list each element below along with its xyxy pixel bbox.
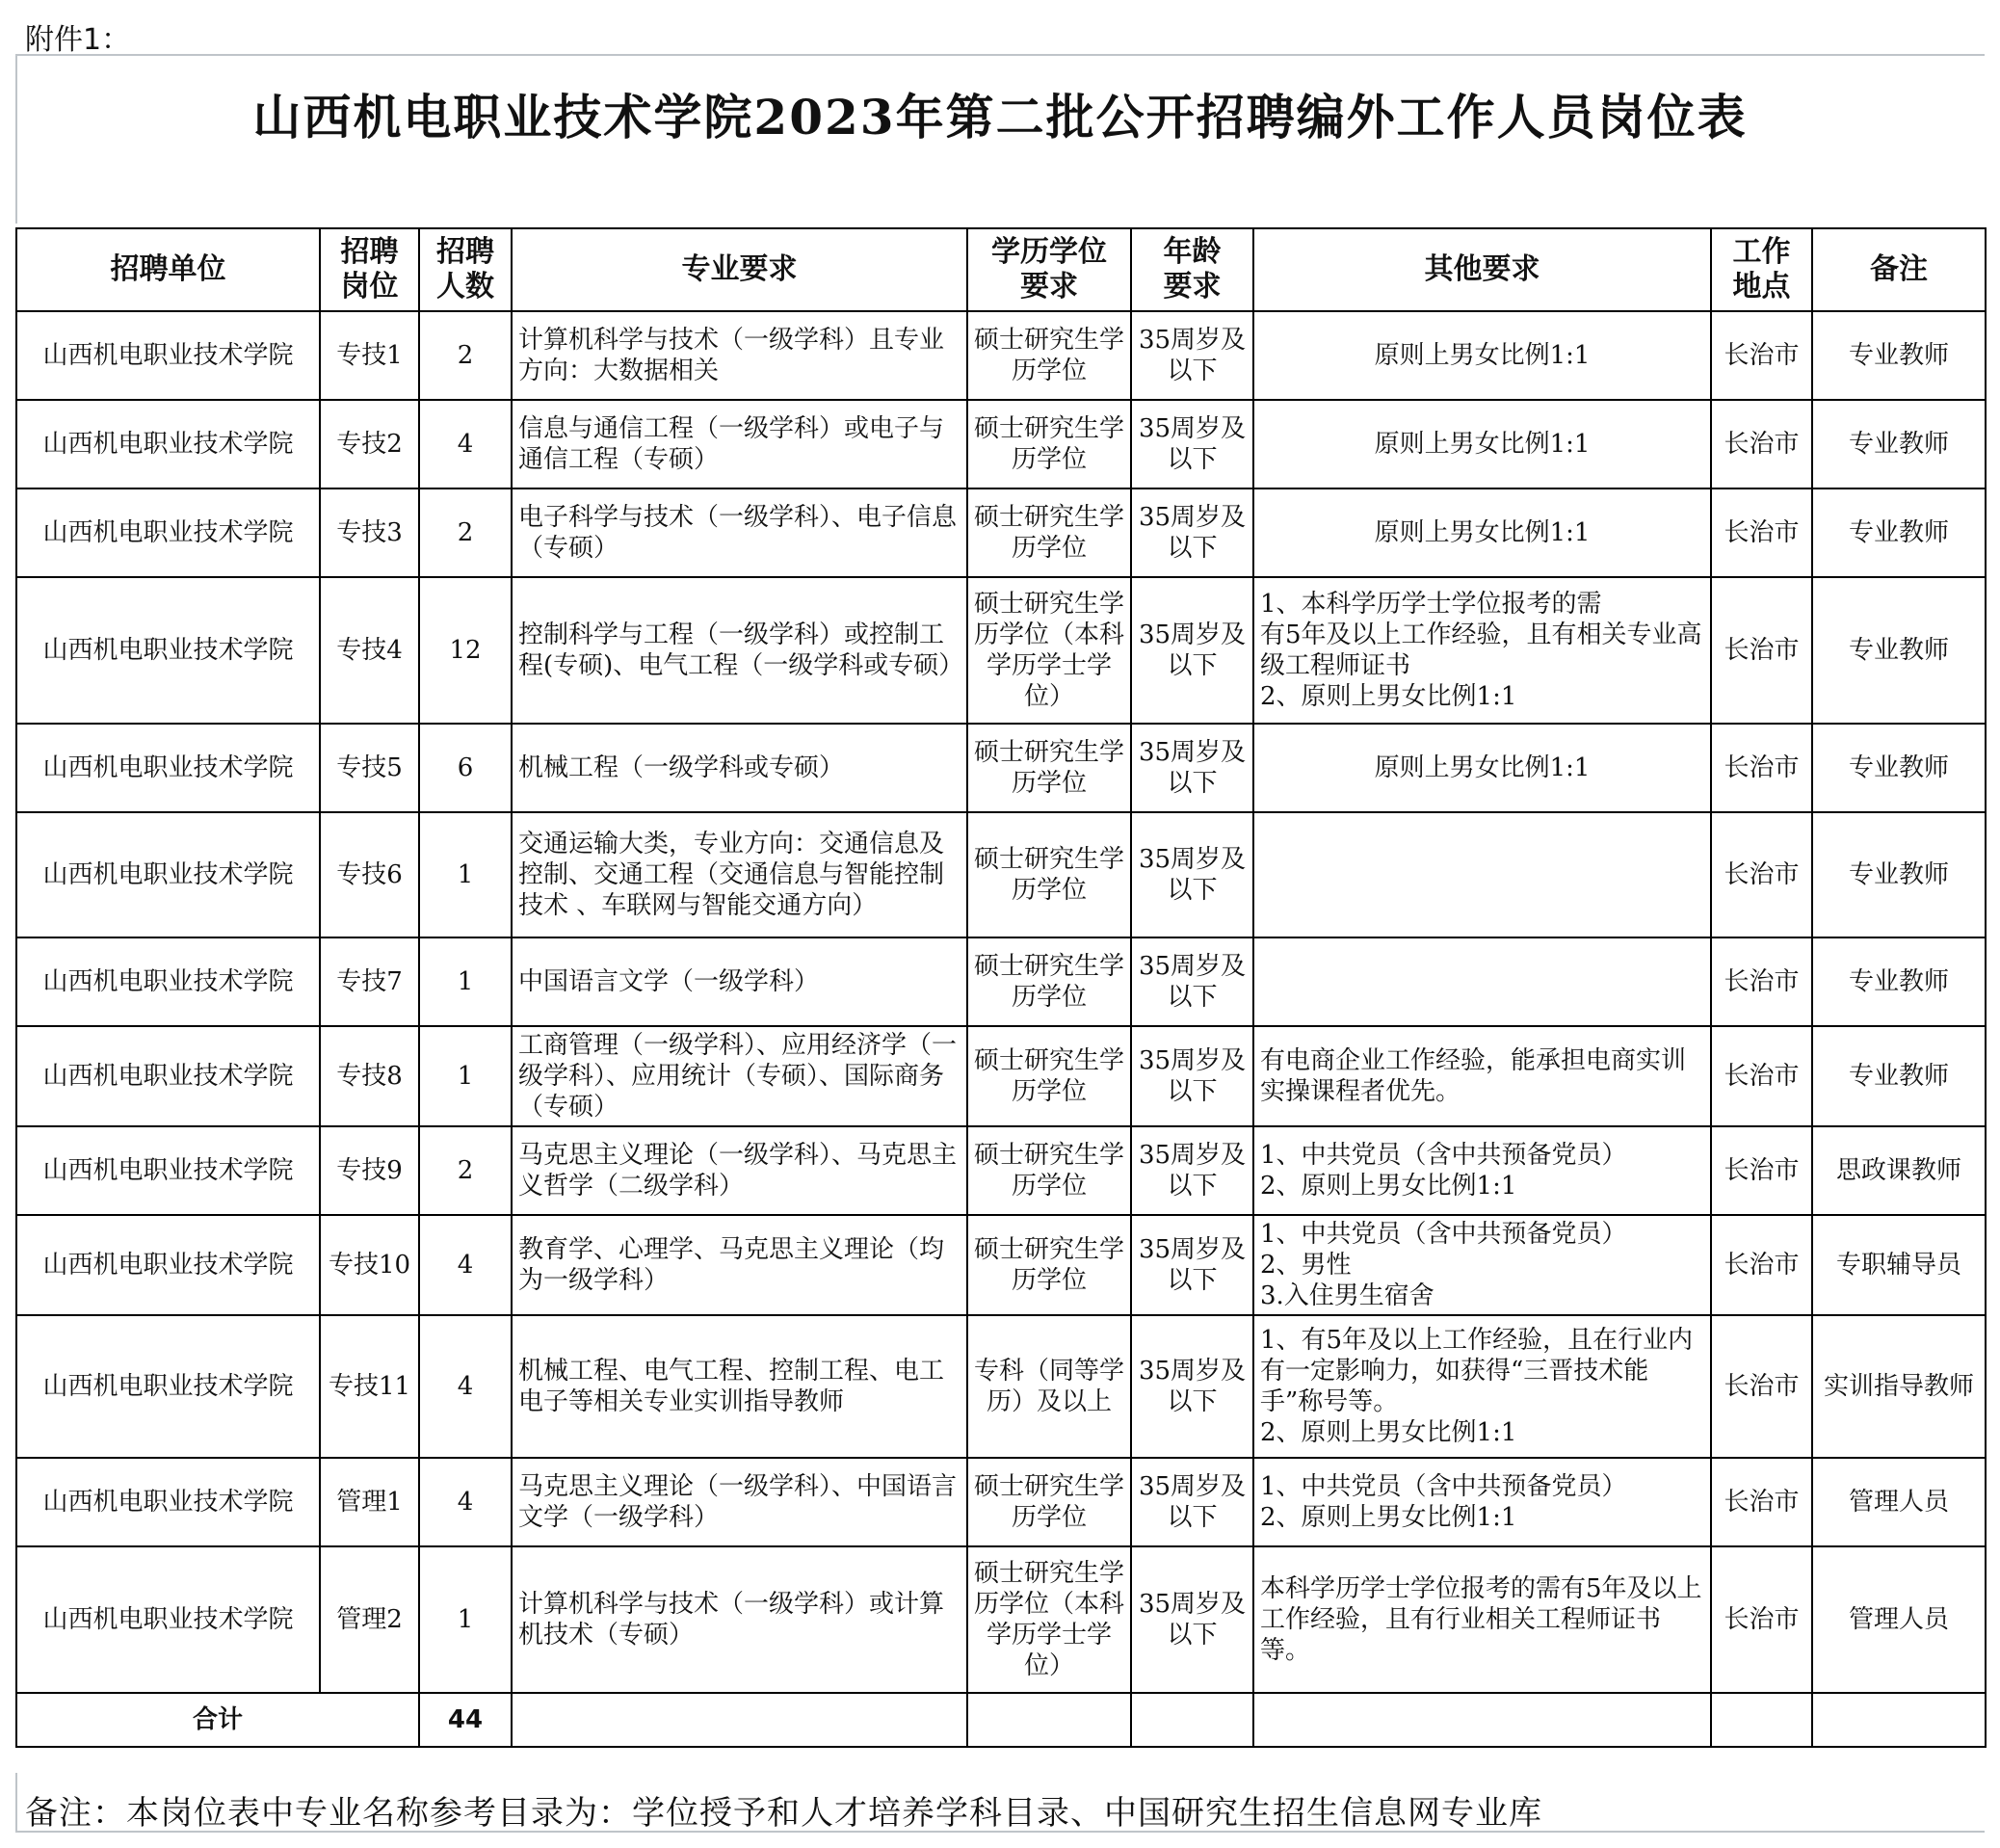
cell-other: 1、本科学历学士学位报考的需 有5年及以上工作经验，且有相关专业高级工程师证书 2、原则上男女比例1:1 xyxy=(1253,577,1711,724)
cell-degree: 硕士研究生学历学位 xyxy=(967,311,1131,400)
cell-unit: 山西机电职业技术学院 xyxy=(16,577,320,724)
cell-other: 原则上男女比例1:1 xyxy=(1253,400,1711,488)
cell-location: 长治市 xyxy=(1711,577,1812,724)
cell-other: 1、中共党员（含中共预备党员） 2、原则上男女比例1:1 xyxy=(1253,1458,1711,1546)
cell-age: 35周岁及以下 xyxy=(1131,1026,1253,1126)
cell-remark: 专业教师 xyxy=(1812,1026,1986,1126)
cell-count: 4 xyxy=(419,400,512,488)
cell-age: 35周岁及以下 xyxy=(1131,1546,1253,1693)
cell-major: 中国语言文学（一级学科） xyxy=(512,937,967,1026)
table-row xyxy=(16,1126,1986,1215)
cell-degree: 硕士研究生学历学位 xyxy=(967,488,1131,577)
cell-remark: 思政课教师 xyxy=(1812,1126,1986,1215)
table-row xyxy=(16,812,1986,937)
cell-remark: 实训指导教师 xyxy=(1812,1315,1986,1458)
cell-degree: 硕士研究生学历学位（本科学历学士学位） xyxy=(967,1546,1131,1693)
total-empty-cell xyxy=(967,1693,1131,1747)
cell-other: 原则上男女比例1:1 xyxy=(1253,311,1711,400)
header-other: 其他要求 xyxy=(1253,228,1711,311)
total-value: 44 xyxy=(419,1693,512,1747)
cell-degree: 专科（同等学历）及以上 xyxy=(967,1315,1131,1458)
cell-post: 管理1 xyxy=(320,1458,419,1546)
cell-post: 专技8 xyxy=(320,1026,419,1126)
cell-unit: 山西机电职业技术学院 xyxy=(16,1458,320,1546)
cell-remark: 专业教师 xyxy=(1812,724,1986,812)
cell-age: 35周岁及以下 xyxy=(1131,577,1253,724)
cell-remark: 专业教师 xyxy=(1812,488,1986,577)
cell-major: 交通运输大类，专业方向：交通信息及控制、交通工程（交通信息与智能控制技术 、车联网与智能交通方向） xyxy=(512,812,967,937)
cell-major: 计算机科学与技术（一级学科）且专业方向：大数据相关 xyxy=(512,311,967,400)
cell-location: 长治市 xyxy=(1711,812,1812,937)
header-age: 年龄 要求 xyxy=(1131,228,1253,311)
table-row xyxy=(16,311,1986,400)
cell-age: 35周岁及以下 xyxy=(1131,1126,1253,1215)
cell-count: 12 xyxy=(419,577,512,724)
cell-count: 4 xyxy=(419,1215,512,1315)
total-label: 合计 xyxy=(16,1693,419,1747)
cell-remark: 专业教师 xyxy=(1812,311,1986,400)
header-count: 招聘 人数 xyxy=(419,228,512,311)
cell-major: 控制科学与工程（一级学科）或控制工程(专硕)、电气工程（一级学科或专硕） xyxy=(512,577,967,724)
cell-unit: 山西机电职业技术学院 xyxy=(16,1315,320,1458)
cell-remark: 专业教师 xyxy=(1812,400,1986,488)
cell-remark: 管理人员 xyxy=(1812,1546,1986,1693)
cell-age: 35周岁及以下 xyxy=(1131,724,1253,812)
cell-degree: 硕士研究生学历学位 xyxy=(967,1026,1131,1126)
cell-other: 原则上男女比例1:1 xyxy=(1253,724,1711,812)
header-remark: 备注 xyxy=(1812,228,1986,311)
positions-table xyxy=(15,227,1987,1748)
cell-other xyxy=(1253,812,1711,937)
cell-post: 专技7 xyxy=(320,937,419,1026)
cell-other: 1、中共党员（含中共预备党员） 2、原则上男女比例1:1 xyxy=(1253,1126,1711,1215)
cell-count: 2 xyxy=(419,1126,512,1215)
cell-count: 1 xyxy=(419,1546,512,1693)
table-row xyxy=(16,937,1986,1026)
table-row xyxy=(16,577,1986,724)
cell-degree: 硕士研究生学历学位 xyxy=(967,400,1131,488)
cell-location: 长治市 xyxy=(1711,724,1812,812)
cell-unit: 山西机电职业技术学院 xyxy=(16,937,320,1026)
cell-location: 长治市 xyxy=(1711,1215,1812,1315)
cell-count: 4 xyxy=(419,1458,512,1546)
cell-degree: 硕士研究生学历学位 xyxy=(967,724,1131,812)
cell-location: 长治市 xyxy=(1711,1026,1812,1126)
cell-post: 专技9 xyxy=(320,1126,419,1215)
cell-other: 原则上男女比例1:1 xyxy=(1253,488,1711,577)
cell-major: 马克思主义理论（一级学科）、中国语言文学（一级学科） xyxy=(512,1458,967,1546)
cell-count: 2 xyxy=(419,488,512,577)
table-row xyxy=(16,488,1986,577)
cell-unit: 山西机电职业技术学院 xyxy=(16,1026,320,1126)
cell-count: 4 xyxy=(419,1315,512,1458)
attachment-label: 附件1： xyxy=(25,23,131,57)
table-row xyxy=(16,400,1986,488)
cell-post: 专技1 xyxy=(320,311,419,400)
cell-major: 马克思主义理论（一级学科）、马克思主义哲学（二级学科） xyxy=(512,1126,967,1215)
cell-remark: 专业教师 xyxy=(1812,577,1986,724)
cell-degree: 硕士研究生学历学位 xyxy=(967,937,1131,1026)
total-empty-cell xyxy=(1711,1693,1812,1747)
cell-remark: 管理人员 xyxy=(1812,1458,1986,1546)
cell-location: 长治市 xyxy=(1711,937,1812,1026)
total-empty-cell xyxy=(1131,1693,1253,1747)
cell-major: 计算机科学与技术（一级学科）或计算机技术（专硕） xyxy=(512,1546,967,1693)
cell-unit: 山西机电职业技术学院 xyxy=(16,1126,320,1215)
cell-major: 工商管理（一级学科）、应用经济学（一级学科）、应用统计（专硕）、国际商务（专硕） xyxy=(512,1026,967,1126)
cell-post: 专技5 xyxy=(320,724,419,812)
cell-unit: 山西机电职业技术学院 xyxy=(16,311,320,400)
cell-post: 专技11 xyxy=(320,1315,419,1458)
cell-post: 专技2 xyxy=(320,400,419,488)
cell-location: 长治市 xyxy=(1711,488,1812,577)
spreadsheet-sheet xyxy=(15,13,1985,1836)
header-post: 招聘 岗位 xyxy=(320,228,419,311)
table-row xyxy=(16,724,1986,812)
cell-major: 教育学、心理学、马克思主义理论（均为一级学科） xyxy=(512,1215,967,1315)
header-degree: 学历学位 要求 xyxy=(967,228,1131,311)
cell-other xyxy=(1253,937,1711,1026)
cell-other: 1、有5年及以上工作经验，且在行业内有一定影响力，如获得“三晋技术能手”称号等。 2、原则上男女比例1:1 xyxy=(1253,1315,1711,1458)
cell-remark: 专业教师 xyxy=(1812,812,1986,937)
cell-unit: 山西机电职业技术学院 xyxy=(16,724,320,812)
cell-count: 1 xyxy=(419,812,512,937)
cell-location: 长治市 xyxy=(1711,1126,1812,1215)
cell-remark: 专职辅导员 xyxy=(1812,1215,1986,1315)
cell-location: 长治市 xyxy=(1711,311,1812,400)
total-row xyxy=(16,1693,1986,1747)
cell-post: 专技10 xyxy=(320,1215,419,1315)
cell-post: 专技6 xyxy=(320,812,419,937)
cell-unit: 山西机电职业技术学院 xyxy=(16,1546,320,1693)
header-unit: 招聘单位 xyxy=(16,228,320,311)
total-empty-cell xyxy=(512,1693,967,1747)
cell-age: 35周岁及以下 xyxy=(1131,812,1253,937)
total-empty-cell xyxy=(1253,1693,1711,1747)
cell-location: 长治市 xyxy=(1711,400,1812,488)
cell-age: 35周岁及以下 xyxy=(1131,1215,1253,1315)
cell-unit: 山西机电职业技术学院 xyxy=(16,812,320,937)
table-row xyxy=(16,1546,1986,1693)
cell-remark: 专业教师 xyxy=(1812,937,1986,1026)
cell-major: 电子科学与技术（一级学科）、电子信息（专硕） xyxy=(512,488,967,577)
table-row xyxy=(16,1215,1986,1315)
cell-location: 长治市 xyxy=(1711,1546,1812,1693)
cell-major: 机械工程（一级学科或专硕） xyxy=(512,724,967,812)
total-empty-cell xyxy=(1812,1693,1986,1747)
cell-other: 有电商企业工作经验，能承担电商实训实操课程者优先。 xyxy=(1253,1026,1711,1126)
cell-unit: 山西机电职业技术学院 xyxy=(16,400,320,488)
cell-degree: 硕士研究生学历学位 xyxy=(967,812,1131,937)
cell-count: 1 xyxy=(419,937,512,1026)
cell-degree: 硕士研究生学历学位 xyxy=(967,1215,1131,1315)
cell-degree: 硕士研究生学历学位 xyxy=(967,1126,1131,1215)
table-row xyxy=(16,1315,1986,1458)
header-major: 专业要求 xyxy=(512,228,967,311)
cell-count: 2 xyxy=(419,311,512,400)
page-title: 山西机电职业技术学院2023年第二批公开招聘编外工作人员岗位表 xyxy=(252,89,1748,145)
cell-major: 信息与通信工程（一级学科）或电子与通信工程（专硕） xyxy=(512,400,967,488)
cell-age: 35周岁及以下 xyxy=(1131,400,1253,488)
cell-location: 长治市 xyxy=(1711,1458,1812,1546)
header-row xyxy=(16,228,1986,311)
table-row xyxy=(16,1458,1986,1546)
cell-post: 专技4 xyxy=(320,577,419,724)
cell-other: 1、中共党员（含中共预备党员） 2、男性 3.入住男生宿舍 xyxy=(1253,1215,1711,1315)
cell-age: 35周岁及以下 xyxy=(1131,311,1253,400)
cell-unit: 山西机电职业技术学院 xyxy=(16,488,320,577)
cell-age: 35周岁及以下 xyxy=(1131,1315,1253,1458)
header-location: 工作 地点 xyxy=(1711,228,1812,311)
cell-other: 本科学历学士学位报考的需有5年及以上工作经验，且有行业相关工程师证书等。 xyxy=(1253,1546,1711,1693)
cell-post: 专技3 xyxy=(320,488,419,577)
cell-post: 管理2 xyxy=(320,1546,419,1693)
cell-age: 35周岁及以下 xyxy=(1131,1458,1253,1546)
footnote: 备注：本岗位表中专业名称参考目录为：学位授予和人才培养学科目录、中国研究生招生信息网专业库 xyxy=(25,1794,1542,1833)
cell-count: 1 xyxy=(419,1026,512,1126)
cell-age: 35周岁及以下 xyxy=(1131,488,1253,577)
cell-unit: 山西机电职业技术学院 xyxy=(16,1215,320,1315)
cell-degree: 硕士研究生学历学位 xyxy=(967,1458,1131,1546)
cell-location: 长治市 xyxy=(1711,1315,1812,1458)
cell-degree: 硕士研究生学历学位（本科学历学士学位） xyxy=(967,577,1131,724)
table-row xyxy=(16,1026,1986,1126)
cell-age: 35周岁及以下 xyxy=(1131,937,1253,1026)
cell-major: 机械工程、电气工程、控制工程、电工电子等相关专业实训指导教师 xyxy=(512,1315,967,1458)
cell-count: 6 xyxy=(419,724,512,812)
